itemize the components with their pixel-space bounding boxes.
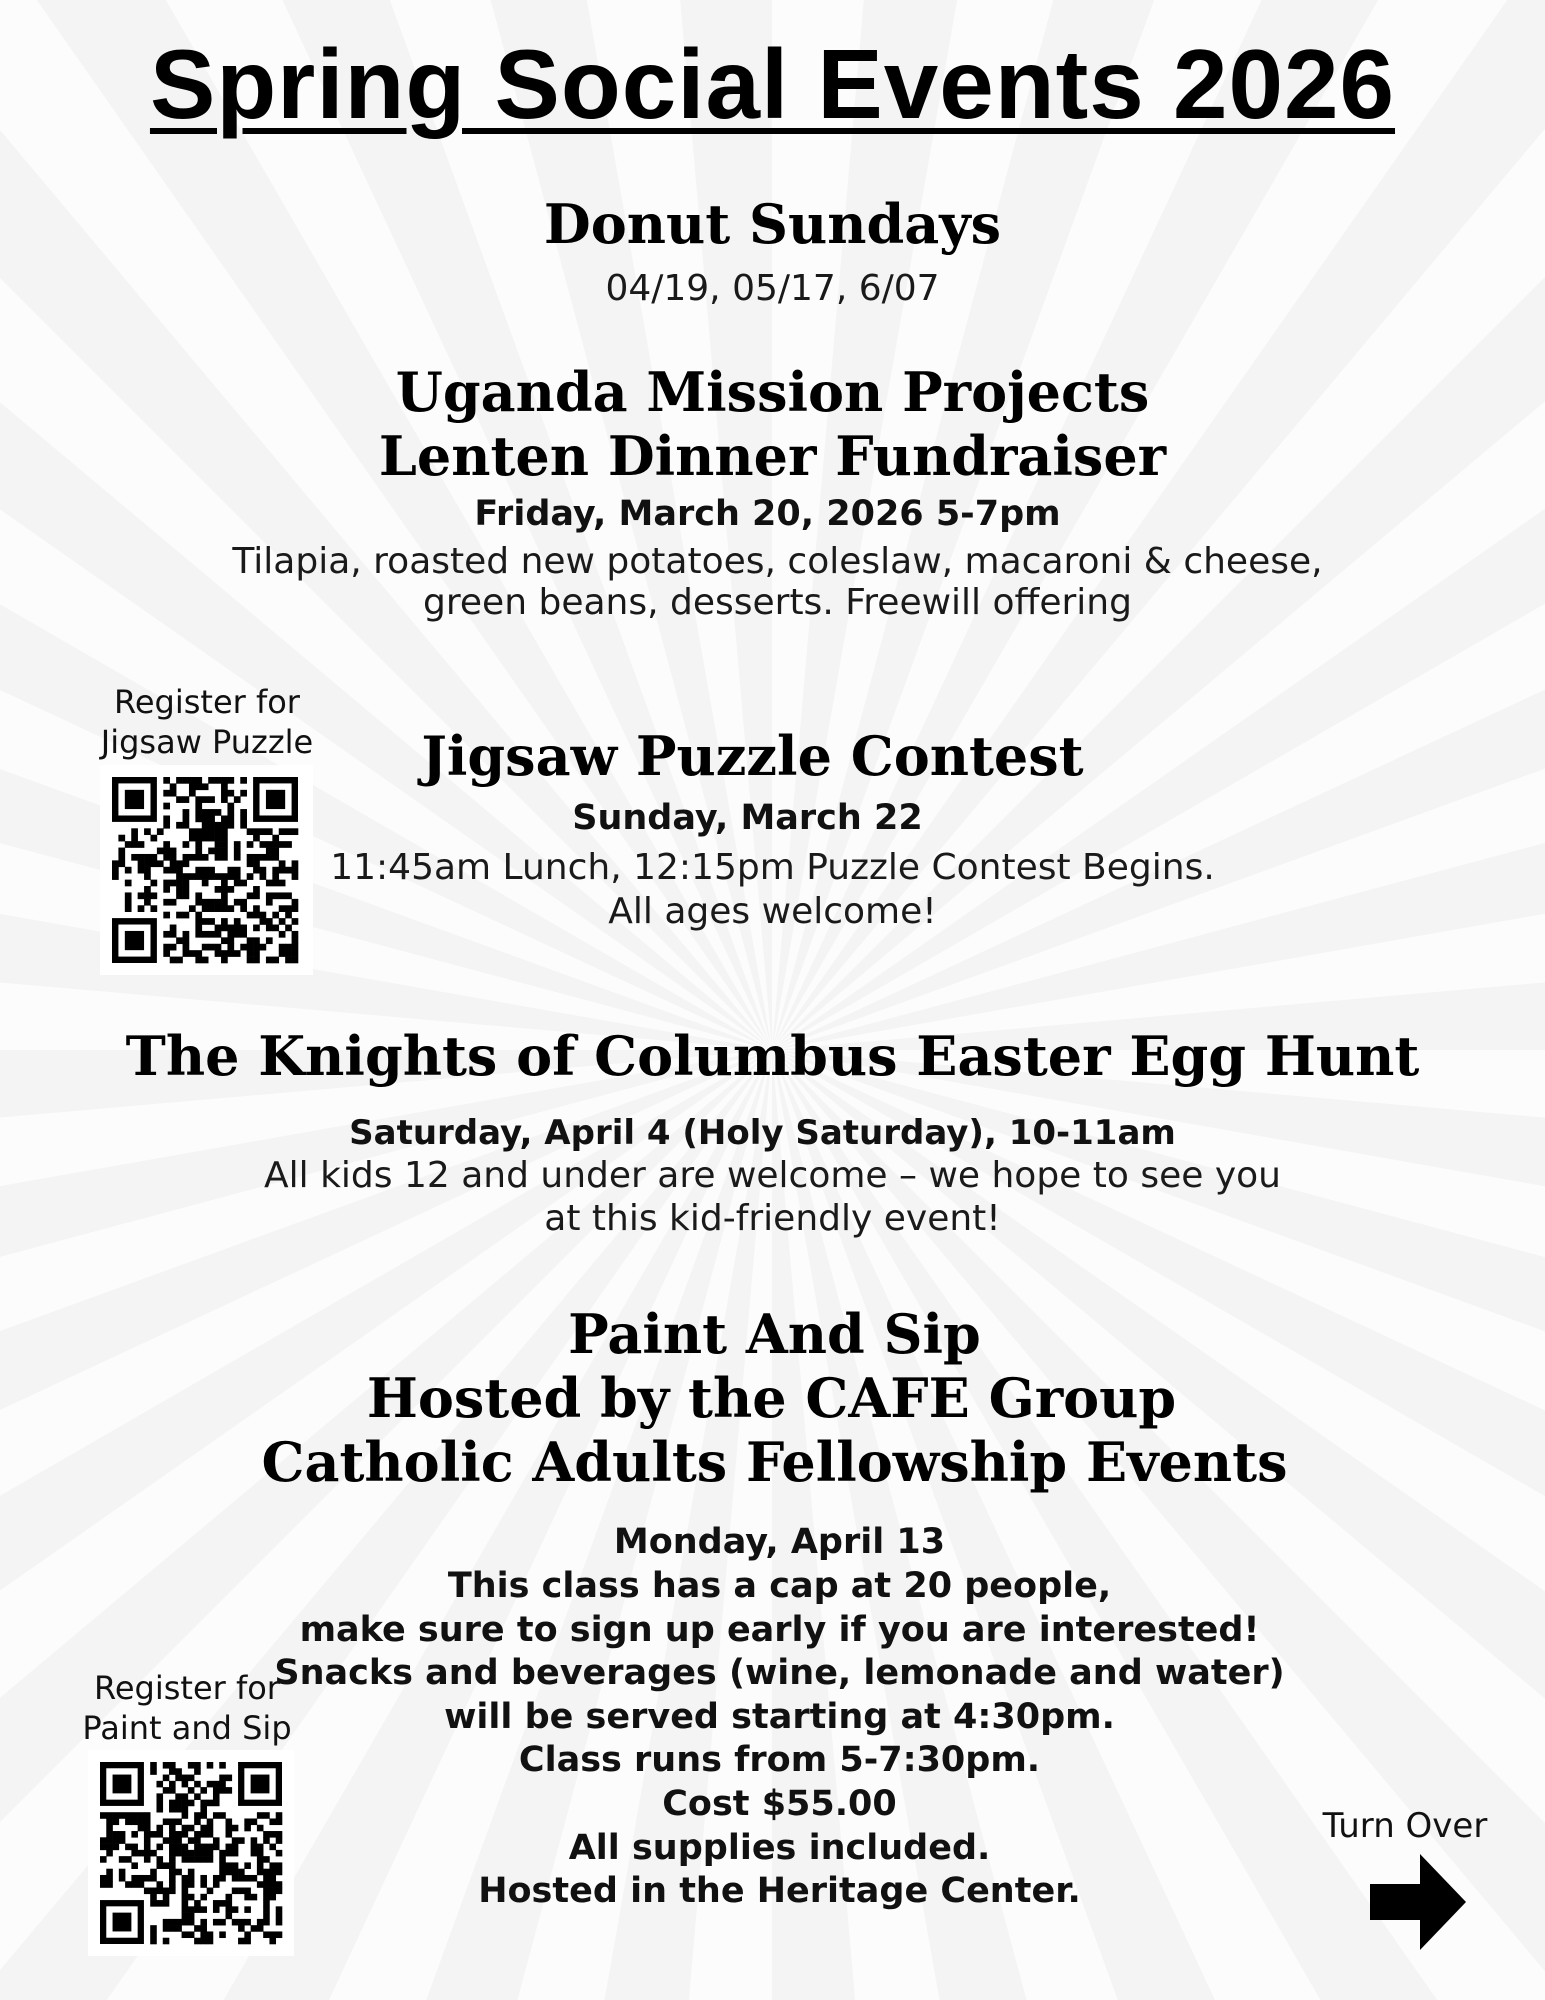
paint-qr-code-icon[interactable] — [88, 1750, 294, 1956]
jigsaw-heading: Jigsaw Puzzle Contest — [421, 724, 1084, 788]
uganda-menu-line-2: green beans, desserts. Freewill offering — [423, 582, 1132, 623]
uganda-heading-2: Lenten Dinner Fundraiser — [378, 424, 1167, 488]
uganda-when: Friday, March 20, 2026 5-7pm — [474, 494, 1061, 534]
jigsaw-line-2: All ages welcome! — [608, 891, 937, 932]
paint-detail-line: Snacks and beverages (wine, lemonade and water) — [274, 1653, 1285, 1693]
paint-heading-1: Paint And Sip — [568, 1302, 981, 1366]
paint-detail-line: All supplies included. — [568, 1828, 991, 1868]
egg-hunt-line-1: All kids 12 and under are welcome – we hope to see you — [264, 1155, 1281, 1196]
jigsaw-qr-label-line-1: Register for — [114, 683, 300, 721]
paint-detail-line: will be served starting at 4:30pm. — [444, 1697, 1115, 1737]
paint-detail-line: Cost $55.00 — [662, 1784, 897, 1824]
right-arrow-icon[interactable] — [1368, 1852, 1468, 1952]
uganda-menu-line-1: Tilapia, roasted new potatoes, coleslaw, macaroni & cheese, — [232, 541, 1323, 582]
paint-detail-line: make sure to sign up early if you are interested! — [299, 1610, 1260, 1650]
uganda-heading-1: Uganda Mission Projects — [395, 360, 1150, 424]
paint-detail-line: Monday, April 13 — [613, 1522, 946, 1562]
egg-hunt-heading: The Knights of Columbus Easter Egg Hunt — [125, 1024, 1420, 1088]
jigsaw-qr-label-line-2: Jigsaw Puzzle — [100, 723, 314, 761]
paint-heading-3: Catholic Adults Fellowship Events — [261, 1430, 1288, 1494]
page-title: Spring Social Events 2026 — [149, 29, 1396, 139]
turn-over-label: Turn Over — [1322, 1806, 1488, 1846]
paint-detail-line: This class has a cap at 20 people, — [447, 1566, 1112, 1606]
paint-qr-label-line-2: Paint and Sip — [82, 1709, 292, 1747]
donut-dates: 04/19, 05/17, 6/07 — [605, 268, 940, 309]
paint-qr-label — [72, 1668, 302, 1748]
paint-qr-label-line-1: Register for — [94, 1669, 280, 1707]
jigsaw-when: Sunday, March 22 — [572, 798, 923, 838]
paint-heading-2: Hosted by the CAFE Group — [366, 1366, 1177, 1430]
egg-hunt-line-2: at this kid-friendly event! — [544, 1198, 1001, 1239]
donut-heading: Donut Sundays — [543, 192, 1002, 256]
jigsaw-line-1: 11:45am Lunch, 12:15pm Puzzle Contest Begins. — [330, 847, 1215, 888]
paint-detail-line: Class runs from 5-7:30pm. — [518, 1740, 1041, 1780]
paint-detail-line: Hosted in the Heritage Center. — [478, 1871, 1081, 1911]
egg-hunt-when: Saturday, April 4 (Holy Saturday), 10-11am — [349, 1113, 1176, 1153]
